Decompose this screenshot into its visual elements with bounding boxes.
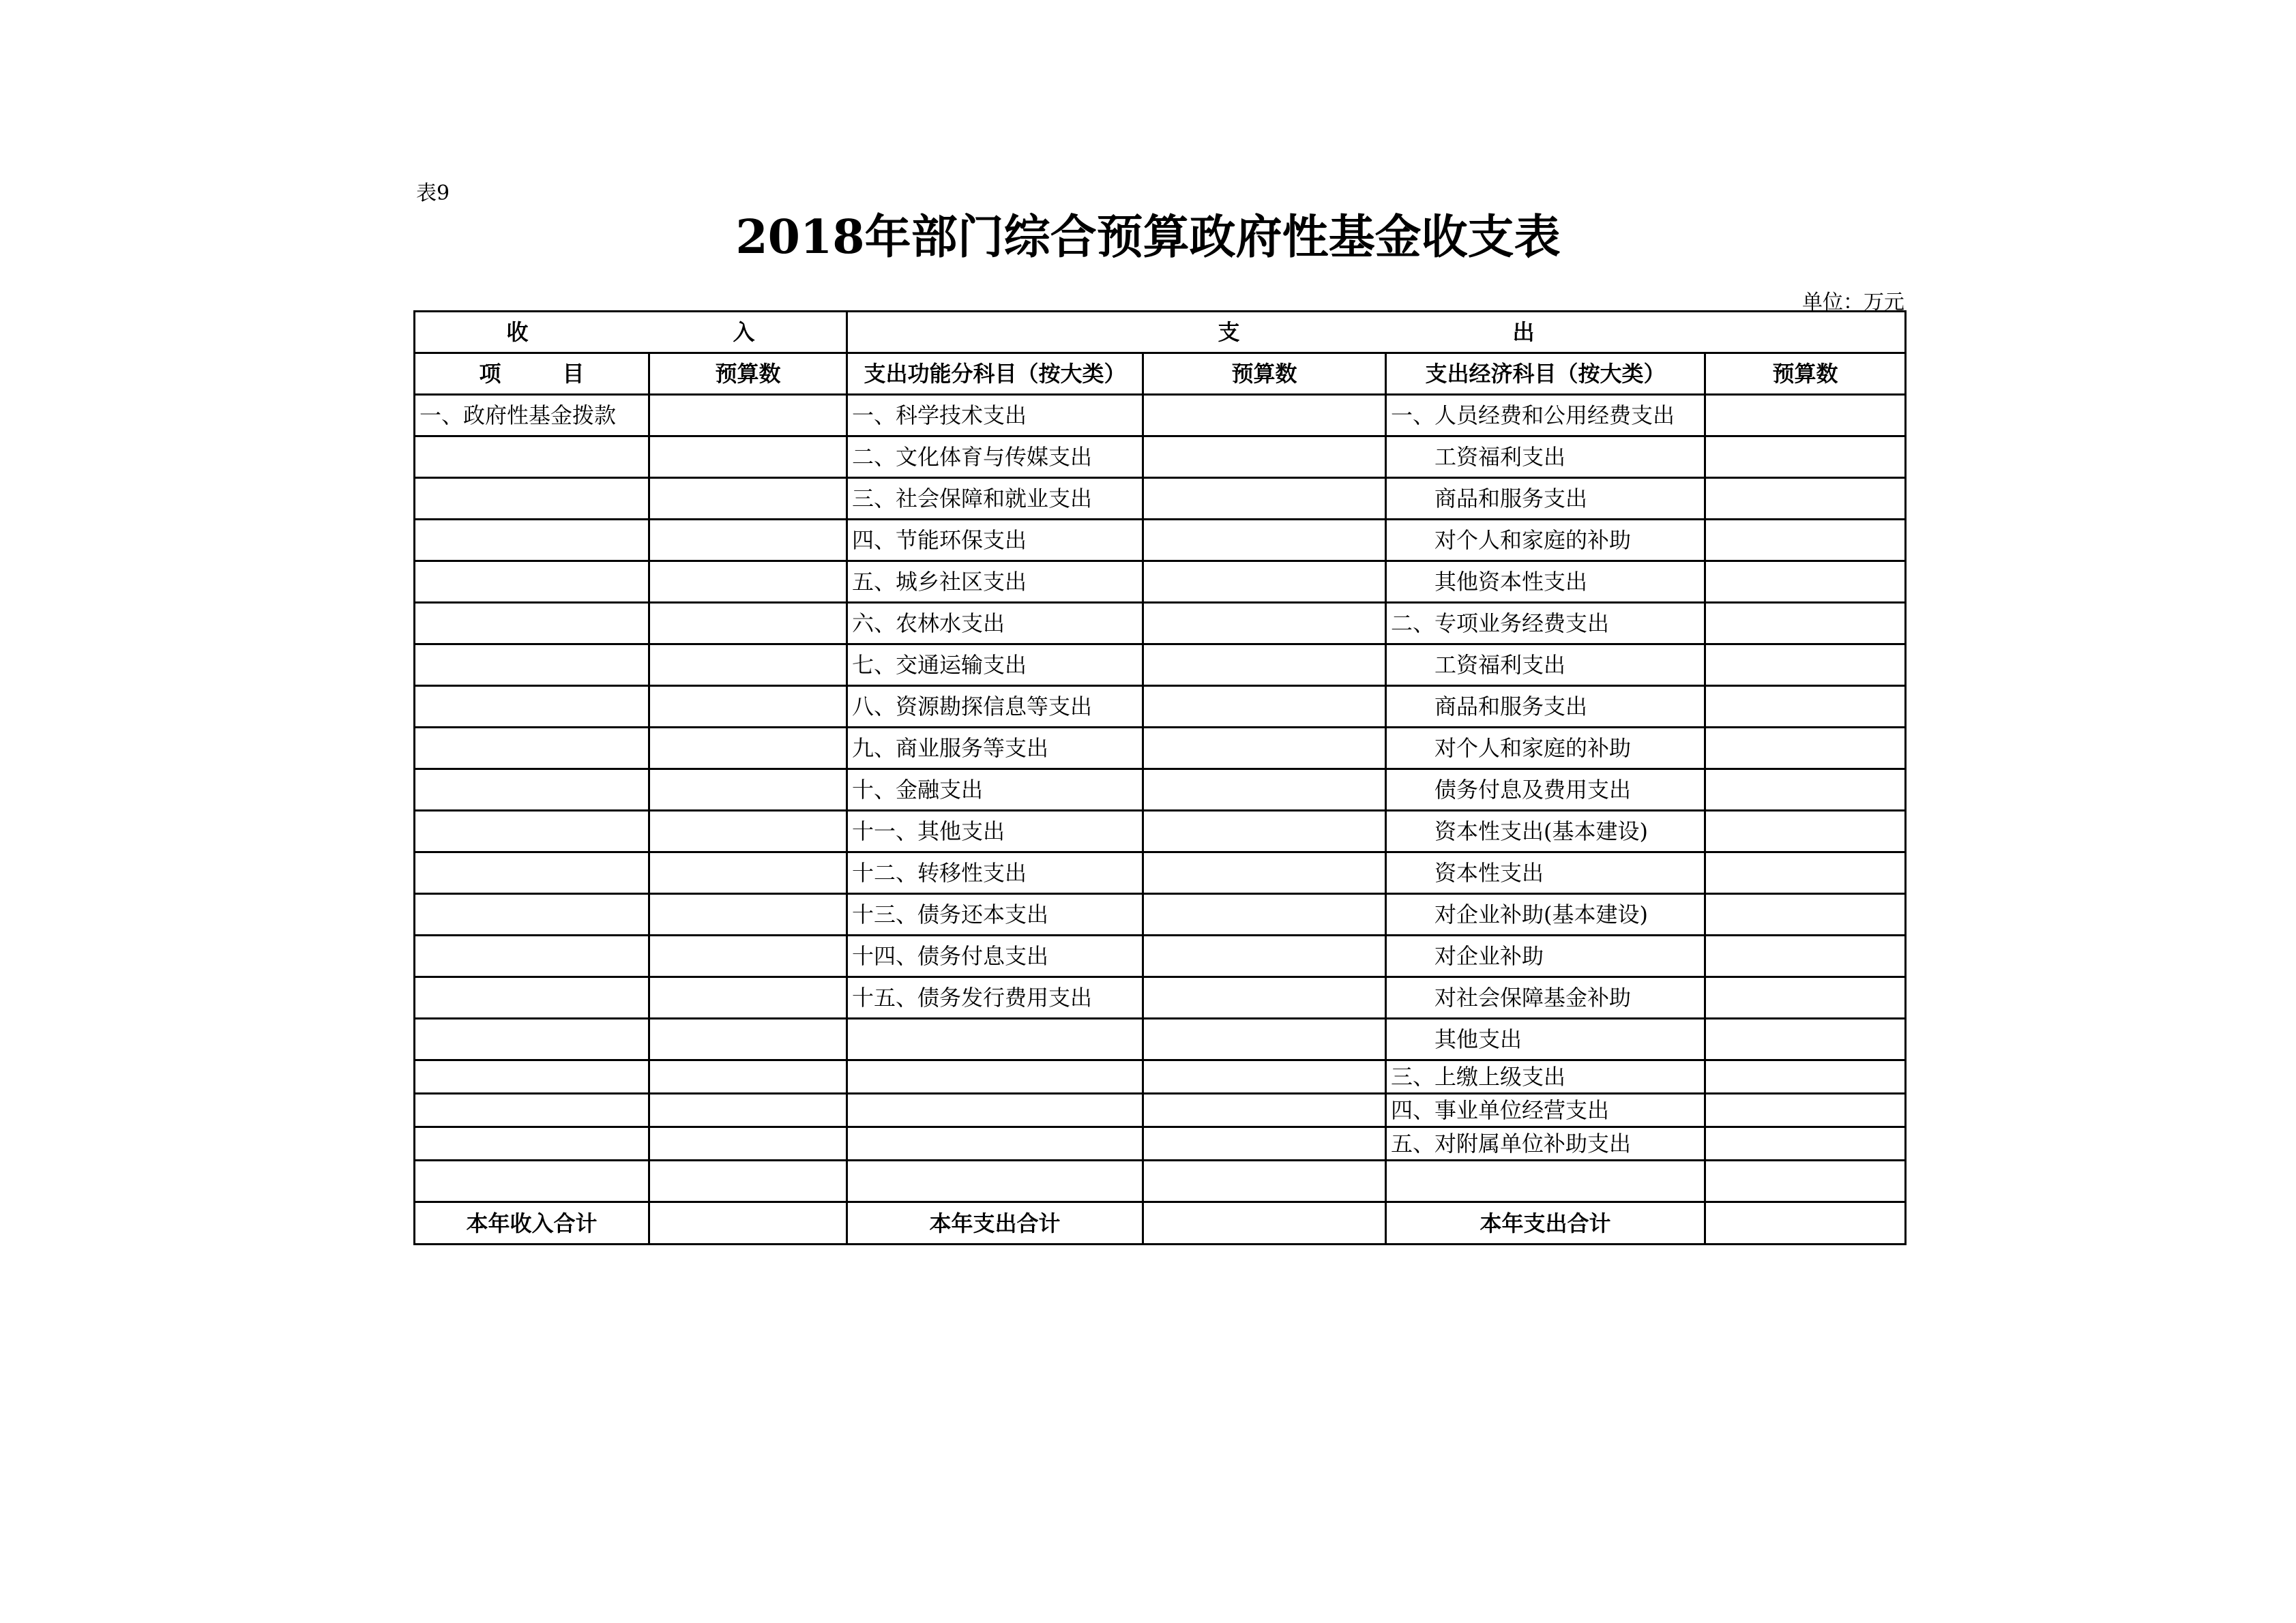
income-budget-cell bbox=[649, 644, 847, 686]
income-budget-cell bbox=[649, 478, 847, 520]
func-budget-cell bbox=[1143, 644, 1386, 686]
table-row bbox=[415, 1094, 1906, 1127]
func-budget-cell bbox=[1143, 1060, 1386, 1094]
table-row bbox=[415, 603, 1906, 644]
func-budget-cell bbox=[1143, 1019, 1386, 1060]
expense-group-char-b: 出 bbox=[1512, 319, 1535, 345]
income-item-cell bbox=[415, 852, 649, 894]
func-class-header: 支出功能分科目（按大类） bbox=[847, 353, 1143, 395]
func-budget-cell bbox=[1143, 436, 1386, 478]
table-row bbox=[415, 395, 1906, 436]
item-header-char-a: 项 bbox=[479, 361, 501, 387]
econ-item-cell: 对企业补助 bbox=[1386, 936, 1705, 977]
func-budget-header: 预算数 bbox=[1143, 353, 1386, 395]
func-budget-cell bbox=[1143, 894, 1386, 936]
income-budget-cell bbox=[649, 1060, 847, 1094]
income-group-char-b: 入 bbox=[733, 319, 755, 345]
econ-budget-cell bbox=[1705, 728, 1906, 769]
econ-budget-cell bbox=[1705, 436, 1906, 478]
func-budget-cell bbox=[1143, 728, 1386, 769]
income-group-header bbox=[415, 312, 847, 353]
econ-budget-cell bbox=[1705, 1094, 1906, 1127]
income-item-cell bbox=[415, 811, 649, 852]
income-item-cell bbox=[415, 936, 649, 977]
func-budget-cell bbox=[1143, 977, 1386, 1019]
income-group-char-a: 收 bbox=[506, 319, 529, 345]
table-row bbox=[415, 1161, 1906, 1202]
table-row bbox=[415, 769, 1906, 811]
income-item-cell bbox=[415, 1127, 649, 1161]
func-item-cell bbox=[847, 1161, 1143, 1202]
econ-item-cell: 其他资本性支出 bbox=[1386, 561, 1705, 603]
income-budget-cell bbox=[649, 894, 847, 936]
econ-budget-cell bbox=[1705, 769, 1906, 811]
econ-budget-cell bbox=[1705, 1161, 1906, 1202]
table-row bbox=[415, 852, 1906, 894]
expense-group-char-a: 支 bbox=[1218, 319, 1240, 345]
econ-budget-cell bbox=[1705, 686, 1906, 728]
econ-budget-cell bbox=[1705, 936, 1906, 977]
income-budget-cell bbox=[649, 811, 847, 852]
econ-budget-cell bbox=[1705, 1019, 1906, 1060]
func-budget-cell bbox=[1143, 769, 1386, 811]
income-budget-cell bbox=[649, 1019, 847, 1060]
func-budget-cell bbox=[1143, 561, 1386, 603]
func-total-label: 本年支出合计 bbox=[847, 1202, 1143, 1245]
func-item-cell: 二、文化体育与传媒支出 bbox=[847, 436, 1143, 478]
func-item-cell: 四、节能环保支出 bbox=[847, 520, 1143, 561]
table-row bbox=[415, 894, 1906, 936]
func-item-cell: 五、城乡社区支出 bbox=[847, 561, 1143, 603]
func-item-cell: 一、科学技术支出 bbox=[847, 395, 1143, 436]
econ-budget-cell bbox=[1705, 1127, 1906, 1161]
func-item-cell: 六、农林水支出 bbox=[847, 603, 1143, 644]
income-item-cell bbox=[415, 644, 649, 686]
func-budget-cell bbox=[1143, 603, 1386, 644]
econ-item-cell: 对个人和家庭的补助 bbox=[1386, 728, 1705, 769]
income-item-cell bbox=[415, 436, 649, 478]
econ-budget-cell bbox=[1705, 478, 1906, 520]
income-total-label: 本年收入合计 bbox=[415, 1202, 649, 1245]
econ-budget-cell bbox=[1705, 644, 1906, 686]
econ-budget-cell bbox=[1705, 977, 1906, 1019]
func-item-cell: 八、资源勘探信息等支出 bbox=[847, 686, 1143, 728]
income-item-cell bbox=[415, 728, 649, 769]
document-title: 2018年部门综合预算政府性基金收支表 bbox=[735, 210, 1561, 265]
func-budget-cell bbox=[1143, 1127, 1386, 1161]
econ-item-cell: 商品和服务支出 bbox=[1386, 686, 1705, 728]
econ-item-cell: 工资福利支出 bbox=[1386, 436, 1705, 478]
table-row bbox=[415, 561, 1906, 603]
func-item-cell: 十二、转移性支出 bbox=[847, 852, 1143, 894]
econ-item-cell: 资本性支出(基本建设) bbox=[1386, 811, 1705, 852]
econ-budget-cell bbox=[1705, 561, 1906, 603]
econ-item-cell: 四、事业单位经营支出 bbox=[1386, 1094, 1705, 1127]
func-item-cell: 十三、债务还本支出 bbox=[847, 894, 1143, 936]
income-total-value bbox=[649, 1202, 847, 1245]
econ-item-cell: 债务付息及费用支出 bbox=[1386, 769, 1705, 811]
table-row bbox=[415, 436, 1906, 478]
item-header-char-b: 目 bbox=[562, 361, 585, 387]
func-item-cell: 十四、债务付息支出 bbox=[847, 936, 1143, 977]
func-budget-cell bbox=[1143, 686, 1386, 728]
econ-item-cell: 工资福利支出 bbox=[1386, 644, 1705, 686]
income-item-cell bbox=[415, 769, 649, 811]
econ-item-cell: 商品和服务支出 bbox=[1386, 478, 1705, 520]
expense-group-header bbox=[847, 312, 1906, 353]
table-row bbox=[415, 686, 1906, 728]
func-item-cell bbox=[847, 1127, 1143, 1161]
func-item-cell: 十五、债务发行费用支出 bbox=[847, 977, 1143, 1019]
income-budget-cell bbox=[649, 1161, 847, 1202]
func-budget-cell bbox=[1143, 1094, 1386, 1127]
econ-budget-cell bbox=[1705, 395, 1906, 436]
totals-row bbox=[415, 1202, 1906, 1245]
income-item-cell bbox=[415, 520, 649, 561]
econ-item-cell bbox=[1386, 1161, 1705, 1202]
income-budget-cell bbox=[649, 686, 847, 728]
econ-budget-header: 预算数 bbox=[1705, 353, 1906, 395]
func-total-value bbox=[1143, 1202, 1386, 1245]
income-item-cell bbox=[415, 478, 649, 520]
table-row bbox=[415, 478, 1906, 520]
income-item-cell bbox=[415, 1161, 649, 1202]
econ-item-cell: 对社会保障基金补助 bbox=[1386, 977, 1705, 1019]
table-row bbox=[415, 811, 1906, 852]
income-item-cell bbox=[415, 1019, 649, 1060]
table-row bbox=[415, 1060, 1906, 1094]
func-budget-cell bbox=[1143, 936, 1386, 977]
func-budget-cell bbox=[1143, 520, 1386, 561]
func-item-cell: 九、商业服务等支出 bbox=[847, 728, 1143, 769]
income-item-cell bbox=[415, 561, 649, 603]
income-budget-cell bbox=[649, 603, 847, 644]
unit-label: 单位：万元 bbox=[1802, 291, 1904, 314]
table-row bbox=[415, 644, 1906, 686]
func-budget-cell bbox=[1143, 811, 1386, 852]
func-item-cell bbox=[847, 1019, 1143, 1060]
income-item-cell bbox=[415, 1094, 649, 1127]
income-budget-cell bbox=[649, 1094, 847, 1127]
econ-item-cell: 三、上缴上级支出 bbox=[1386, 1060, 1705, 1094]
econ-budget-cell bbox=[1705, 520, 1906, 561]
income-budget-cell bbox=[649, 728, 847, 769]
econ-budget-cell bbox=[1705, 852, 1906, 894]
income-budget-cell bbox=[649, 520, 847, 561]
func-item-cell: 七、交通运输支出 bbox=[847, 644, 1143, 686]
table-row bbox=[415, 936, 1906, 977]
econ-budget-cell bbox=[1705, 1060, 1906, 1094]
column-header-row bbox=[415, 353, 1906, 395]
income-budget-cell bbox=[649, 561, 847, 603]
income-item-cell: 一、政府性基金拨款 bbox=[415, 395, 649, 436]
econ-item-cell: 资本性支出 bbox=[1386, 852, 1705, 894]
income-budget-cell bbox=[649, 977, 847, 1019]
func-budget-cell bbox=[1143, 395, 1386, 436]
income-budget-cell bbox=[649, 436, 847, 478]
income-budget-cell bbox=[649, 852, 847, 894]
income-item-cell bbox=[415, 977, 649, 1019]
income-budget-header: 预算数 bbox=[649, 353, 847, 395]
econ-budget-cell bbox=[1705, 811, 1906, 852]
func-budget-cell bbox=[1143, 1161, 1386, 1202]
budget-table bbox=[413, 310, 1907, 1245]
income-budget-cell bbox=[649, 1127, 847, 1161]
econ-item-cell: 五、对附属单位补助支出 bbox=[1386, 1127, 1705, 1161]
econ-budget-cell bbox=[1705, 603, 1906, 644]
econ-budget-cell bbox=[1705, 894, 1906, 936]
income-budget-cell bbox=[649, 769, 847, 811]
income-item-cell bbox=[415, 603, 649, 644]
func-item-cell: 三、社会保障和就业支出 bbox=[847, 478, 1143, 520]
income-budget-cell bbox=[649, 395, 847, 436]
func-budget-cell bbox=[1143, 478, 1386, 520]
func-budget-cell bbox=[1143, 852, 1386, 894]
func-item-cell bbox=[847, 1060, 1143, 1094]
econ-item-cell: 二、专项业务经费支出 bbox=[1386, 603, 1705, 644]
table-row bbox=[415, 728, 1906, 769]
econ-item-cell: 对个人和家庭的补助 bbox=[1386, 520, 1705, 561]
table-row bbox=[415, 520, 1906, 561]
econ-class-header: 支出经济科目（按大类） bbox=[1386, 353, 1705, 395]
income-item-cell bbox=[415, 894, 649, 936]
table-number: 表9 bbox=[416, 181, 450, 205]
func-item-cell bbox=[847, 1094, 1143, 1127]
econ-total-label: 本年支出合计 bbox=[1386, 1202, 1705, 1245]
func-item-cell: 十、金融支出 bbox=[847, 769, 1143, 811]
table-row bbox=[415, 977, 1906, 1019]
econ-item-cell: 对企业补助(基本建设) bbox=[1386, 894, 1705, 936]
income-budget-cell bbox=[649, 936, 847, 977]
econ-item-cell: 一、人员经费和公用经费支出 bbox=[1386, 395, 1705, 436]
income-item-cell bbox=[415, 1060, 649, 1094]
func-item-cell: 十一、其他支出 bbox=[847, 811, 1143, 852]
item-header bbox=[415, 353, 649, 395]
table-row bbox=[415, 1019, 1906, 1060]
table-row bbox=[415, 1127, 1906, 1161]
econ-item-cell: 其他支出 bbox=[1386, 1019, 1705, 1060]
income-item-cell bbox=[415, 686, 649, 728]
econ-total-value bbox=[1705, 1202, 1906, 1245]
group-header-row bbox=[415, 312, 1906, 353]
